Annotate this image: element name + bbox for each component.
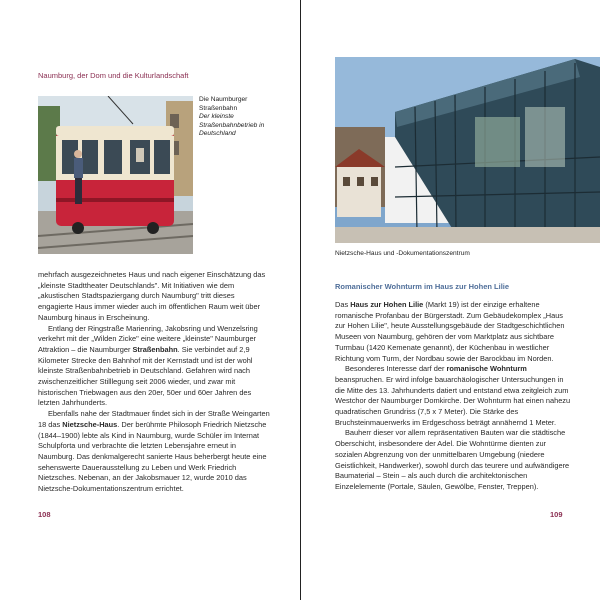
right-paragraph-2 xyxy=(335,364,575,428)
running-head: Naumburg, der Dom und die Kulturlandschaft xyxy=(38,71,189,80)
right-paragraph-1 xyxy=(335,300,575,364)
tram-caption-line2: Straßenbahn xyxy=(199,104,238,112)
right-p2-text-a: Besonderes Interesse darf der xyxy=(345,364,447,374)
left-p2-text-a: Entlang der Ringstraße Marienring, Jakobsring und Wenzelsring verkehrt mit der „Wilden Zicke" eine weitere „kleinste" Naumburger Attraktion – die Naumburger xyxy=(38,323,258,354)
left-p3-text-b: . Der berühmte Philosoph Friedrich Nietzsche (1844–1900) lebte als Kind in Naumburg, wurde Schüler im Internat Schulpforta und verbrachte die letzten Lebensjahre erneut in Naumburg. Das denkmalgerecht sanierte Haus beherbergt heute eine sehenswerte Dauerausstellung zu Leben und Werk Friedrich Nietzsches. Nebenan, an der Jakobsmauer 12, wurde 2010 das Nietzsche-Dokumentationszentrum errichtet. xyxy=(38,419,267,494)
right-p2-text-b: beanspruchen. Er wird infolge bauarchäologischer Untersuchungen in die Mitte des 13. Jahrhunderts datiert und entstand etwa zeitgleich zum Westchor der Naumburger Domkirche. Der Wohnturm hat einen nahezu quadratischen Grundriss (7,5 x 7 Meter). Die Stärke des Bruchsteinmauerwerks im Erdgeschoss beträgt annähernd 1 Meter. xyxy=(335,374,571,427)
tram-photo xyxy=(38,96,193,254)
right-body-text xyxy=(335,300,575,493)
tram-caption xyxy=(199,96,269,139)
right-p2-bold: romanische Wohnturm xyxy=(446,364,527,374)
tram-caption-italic: Der kleinste Straßenbahnbetrieb in Deutschland xyxy=(199,113,265,138)
right-p1-text-a: Das xyxy=(335,300,351,309)
museum-caption: Nietzsche-Haus und -Dokumentationszentrum xyxy=(335,250,470,257)
section-heading: Romanischer Wohnturm im Haus zur Hohen Lilie xyxy=(335,282,510,291)
left-body-text xyxy=(38,270,270,495)
right-paragraph-3: Bauherr dieser vor allem repräsentativen Bauten war die städtische Oberschicht, insbesondere der Adel. Die Wohntürme dienten zur sozialen Abgrenzung von der unmittelbaren Umgebung (niedere Geistlichkeit, Handwerker), sowohl durch das teurere und aufwändigere Baumaterial – Stein – als auch durch die architektonischen Einzelelemente (Portale, Säulen, Gewölbe, Fenster, Treppen). xyxy=(335,428,570,491)
left-paragraph-1: mehrfach ausgezeichnetes Haus und nach eigener Einschätzung das „kleinste Stadttheater Deutschlands". Mit Initiativen wie dem „akustischen Stadtspaziergang durch Naumburg" tritt dieses engagierte Haus immer wieder auch im öffentlichen Raum weit über Naumburg hinaus in Erscheinung. xyxy=(38,270,266,322)
left-p2-text-b: . Sie verbindet auf 2,9 Kilometer Strecke den Bahnhof mit der Kernstadt und ist der wohl kleinste Straßenbahnbetrieb in Deutschland. Gefahren wird nach zwischenzeitlicher Stilllegung seit 2006 wieder, und zwar mit historischen Triebwagen aus den 20er, 50er und 60er Jahren des letzten Jahrhunderts. xyxy=(38,344,253,408)
page-number-left: 108 xyxy=(38,510,51,519)
right-p1-text-b: (Markt 19) ist der einzige erhaltene romanische Profanbau der Bürgerstadt. Zum Gebäudekomplex „Haus zur Hohen Lilie", heute Ausstellungsgebäude der Stadtgeschichtlichen Museen von Naumburg, gehören der vom Marktplatz aus sichtbare Turmbau (1420 Kemenate genannt), der Küchenbau in westlicher Richtung vom Turm, der Nordbau sowie der Barockbau im Norden. xyxy=(335,300,565,363)
page-number-right: 109 xyxy=(550,510,563,519)
tram-illustration xyxy=(38,96,193,254)
left-paragraph-2 xyxy=(38,324,270,410)
left-paragraph-3 xyxy=(38,409,270,495)
left-p3-text-a: Ebenfalls nahe der Stadtmauer findet sich in der Straße Weingarten 18 das xyxy=(38,409,270,429)
museum-illustration xyxy=(335,57,600,243)
museum-photo xyxy=(335,57,600,243)
right-p1-bold: Haus zur Hohen Lilie xyxy=(350,300,424,309)
tram-caption-line1: Die Naumburger xyxy=(199,96,248,103)
left-p2-bold: Straßenbahn xyxy=(132,344,178,354)
left-p3-bold: Nietzsche-Haus xyxy=(62,419,118,429)
